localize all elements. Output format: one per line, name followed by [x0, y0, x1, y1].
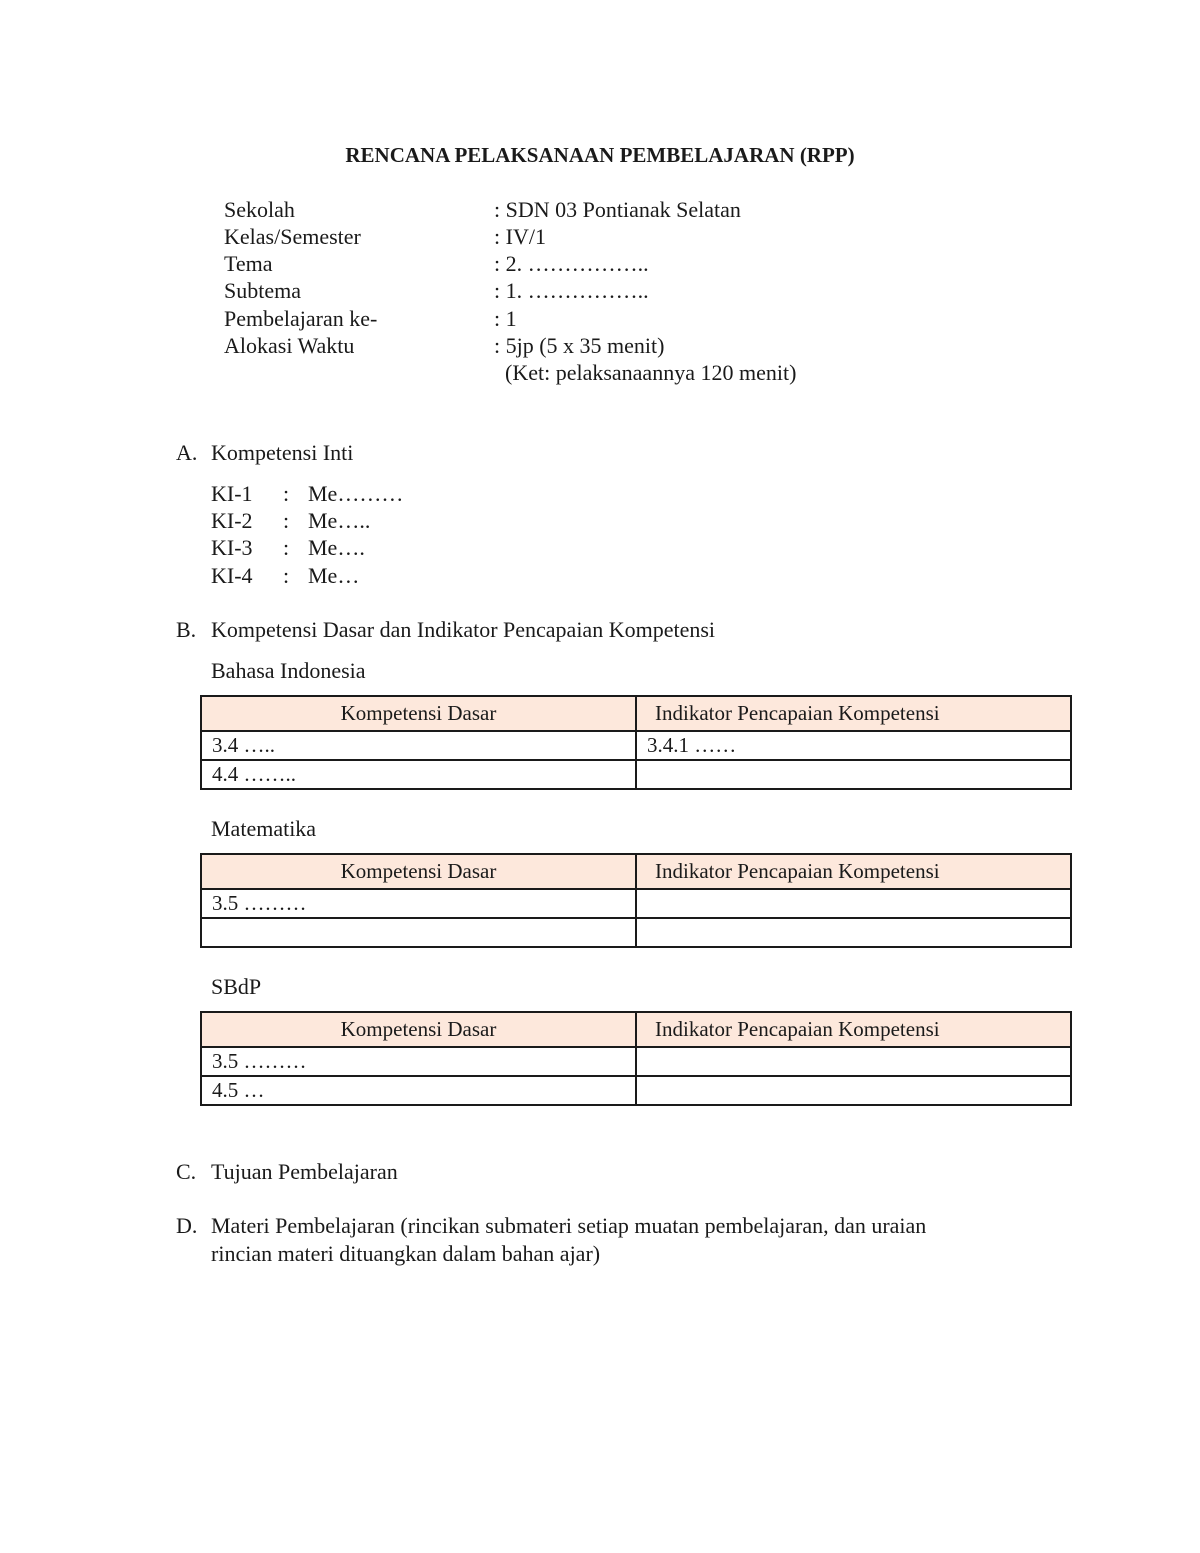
meta-value-pembelajaran: : 1 [494, 306, 517, 331]
meta-label-subtema: Subtema [224, 278, 301, 303]
column-header: Indikator Pencapaian Kompetensi [636, 854, 1071, 889]
ki-colon: : [283, 508, 290, 533]
section-d-title-line1: Materi Pembelajaran (rincikan submateri setiap muatan pembelajaran, dan uraian [211, 1213, 927, 1238]
section-a-title: Kompetensi Inti [211, 440, 354, 465]
subject-title: SBdP [211, 974, 262, 999]
meta-value-tema: : 2. …………….. [494, 251, 649, 276]
table-row [201, 918, 1071, 947]
meta-label-alokasi-waktu: Alokasi Waktu [224, 333, 355, 358]
table-row [201, 760, 1071, 789]
section-b-title: Kompetensi Dasar dan Indikator Pencapaian Kompetensi [211, 617, 716, 642]
ki-colon: : [283, 535, 290, 560]
kd-table-sbdp [200, 1011, 1072, 1106]
document-title: RENCANA PELAKSANAAN PEMBELAJARAN (RPP) [345, 143, 855, 167]
ki-text: Me… [308, 563, 360, 588]
kd-table-matematika [200, 853, 1072, 948]
section-d-letter: D. [176, 1213, 198, 1238]
table-row [201, 731, 1071, 760]
meta-note: (Ket: pelaksanaannya 120 menit) [505, 360, 797, 385]
meta-value-subtema: : 1. …………….. [494, 278, 649, 303]
section-d-title-line2: rincian materi dituangkan dalam bahan ajar) [211, 1241, 601, 1266]
column-header: Kompetensi Dasar [201, 696, 636, 731]
column-header: Kompetensi Dasar [201, 854, 636, 889]
meta-value-kelas-semester: : IV/1 [494, 224, 546, 249]
table-cell: 3.5 ……… [201, 889, 636, 918]
table-cell: 3.4.1 …… [636, 731, 1071, 760]
table-cell [636, 1076, 1071, 1105]
ki-code: KI-3 [211, 535, 253, 560]
ki-code: KI-2 [211, 508, 253, 533]
meta-label-tema: Tema [224, 251, 273, 276]
table-cell [636, 918, 1071, 947]
section-b-letter: B. [176, 617, 197, 642]
meta-label-kelas-semester: Kelas/Semester [224, 224, 361, 249]
table-cell [636, 1047, 1071, 1076]
table-cell: 3.5 ……… [201, 1047, 636, 1076]
meta-label-pembelajaran: Pembelajaran ke- [224, 306, 378, 331]
section-c-letter: C. [176, 1159, 197, 1184]
meta-label-sekolah: Sekolah [224, 197, 295, 222]
ki-colon: : [283, 481, 290, 506]
table-row [201, 1076, 1071, 1105]
section-a-letter: A. [176, 440, 198, 465]
subject-title: Bahasa Indonesia [211, 658, 366, 683]
column-header: Kompetensi Dasar [201, 1012, 636, 1047]
table-row [201, 1047, 1071, 1076]
meta-value-sekolah: : SDN 03 Pontianak Selatan [494, 197, 741, 222]
column-header: Indikator Pencapaian Kompetensi [636, 696, 1071, 731]
column-header: Indikator Pencapaian Kompetensi [636, 1012, 1071, 1047]
ki-code: KI-4 [211, 563, 253, 588]
table-cell [201, 918, 636, 947]
table-cell: 4.5 … [201, 1076, 636, 1105]
subject-title: Matematika [211, 816, 317, 841]
ki-colon: : [283, 563, 290, 588]
table-cell: 3.4 ….. [201, 731, 636, 760]
ki-text: Me…. [308, 535, 365, 560]
table-header-row [201, 696, 1071, 731]
kd-table-bahasa-indonesia [200, 695, 1072, 790]
table-cell: 4.4 …….. [201, 760, 636, 789]
table-header-row [201, 1012, 1071, 1047]
table-row [201, 889, 1071, 918]
table-cell [636, 760, 1071, 789]
ki-text: Me….. [308, 508, 371, 533]
section-c-title: Tujuan Pembelajaran [211, 1159, 398, 1184]
table-cell [636, 889, 1071, 918]
meta-value-alokasi-waktu: : 5jp (5 x 35 menit) [494, 333, 665, 358]
table-header-row [201, 854, 1071, 889]
ki-text: Me……… [308, 481, 404, 506]
ki-code: KI-1 [211, 481, 253, 506]
